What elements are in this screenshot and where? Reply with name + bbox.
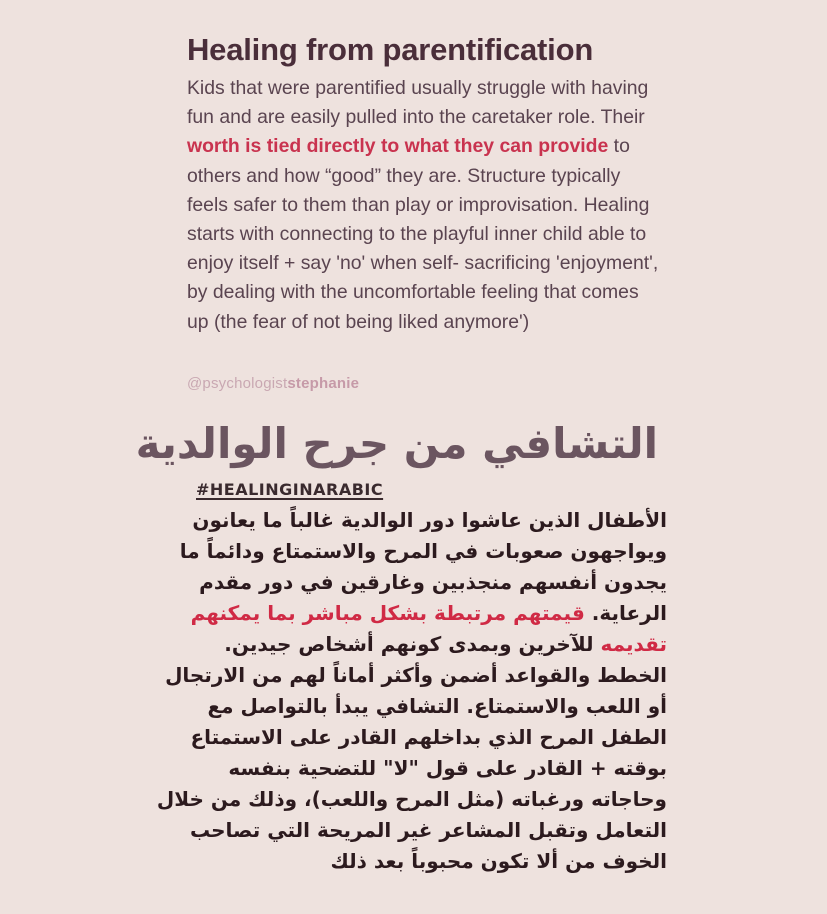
english-title: Healing from parentification: [187, 32, 594, 67]
handle-name: stephanie: [287, 375, 360, 392]
hashtag: #HEALINGINARABIC: [196, 480, 384, 499]
arabic-highlight: قيمتهم مرتبطة بشكل مباشر بما يمكنهم تقديمه: [190, 601, 667, 656]
english-body-end: to others and how “good” they are. Structure typically feels safer to them than play or improvisation. Healing starts with connecting to the playful inner child able to enjoy itself + say 'no' when self- sacrificing 'enjoyment', by dealing with the uncomfortable feeling that comes up (the fear of not being liked anymore'): [187, 135, 659, 333]
english-highlight: worth is tied directly to what they can provide: [187, 135, 609, 158]
arabic-title: التشافي من جرح الوالدية: [135, 419, 658, 468]
handle-prefix: @psychologist: [187, 375, 288, 392]
english-body: [187, 74, 662, 337]
english-body-start: Kids that were parentified usually struggle with having fun and are easily pulled into the caretaker role. Their: [187, 77, 649, 129]
arabic-body-end: للآخرين وبمدى كونهم أشخاص جيدين. الخطط والقواعد أضمن وأكثر أماناً لهم من الارتجال أو اللعب والاستمتاع. التشافي يبدأ بالتواصل مع الطفل المرح الذي بداخلهم القادر على الاستمتاع بوقته + القادر على قول "لا" للتضحية بنفسه وحاجاته ورغباته (مثل المرح واللعب)، وذلك من خلال التعامل وتقبل المشاعر غير المريحة التي تصاحب الخوف من ألا تكون محبوباً بعد ذلك: [156, 632, 667, 873]
english-section: [187, 28, 667, 337]
author-handle: [187, 375, 359, 392]
arabic-body-start: الأطفال الذين عاشوا دور الوالدية غالباً ما يعانون ويواجهون صعوبات في المرح والاستمتاع ودائماً ما يجدون أنفسهم منجذبين وغارقين في دور مقدم الرعاية.: [179, 508, 667, 625]
arabic-body: [150, 505, 667, 877]
